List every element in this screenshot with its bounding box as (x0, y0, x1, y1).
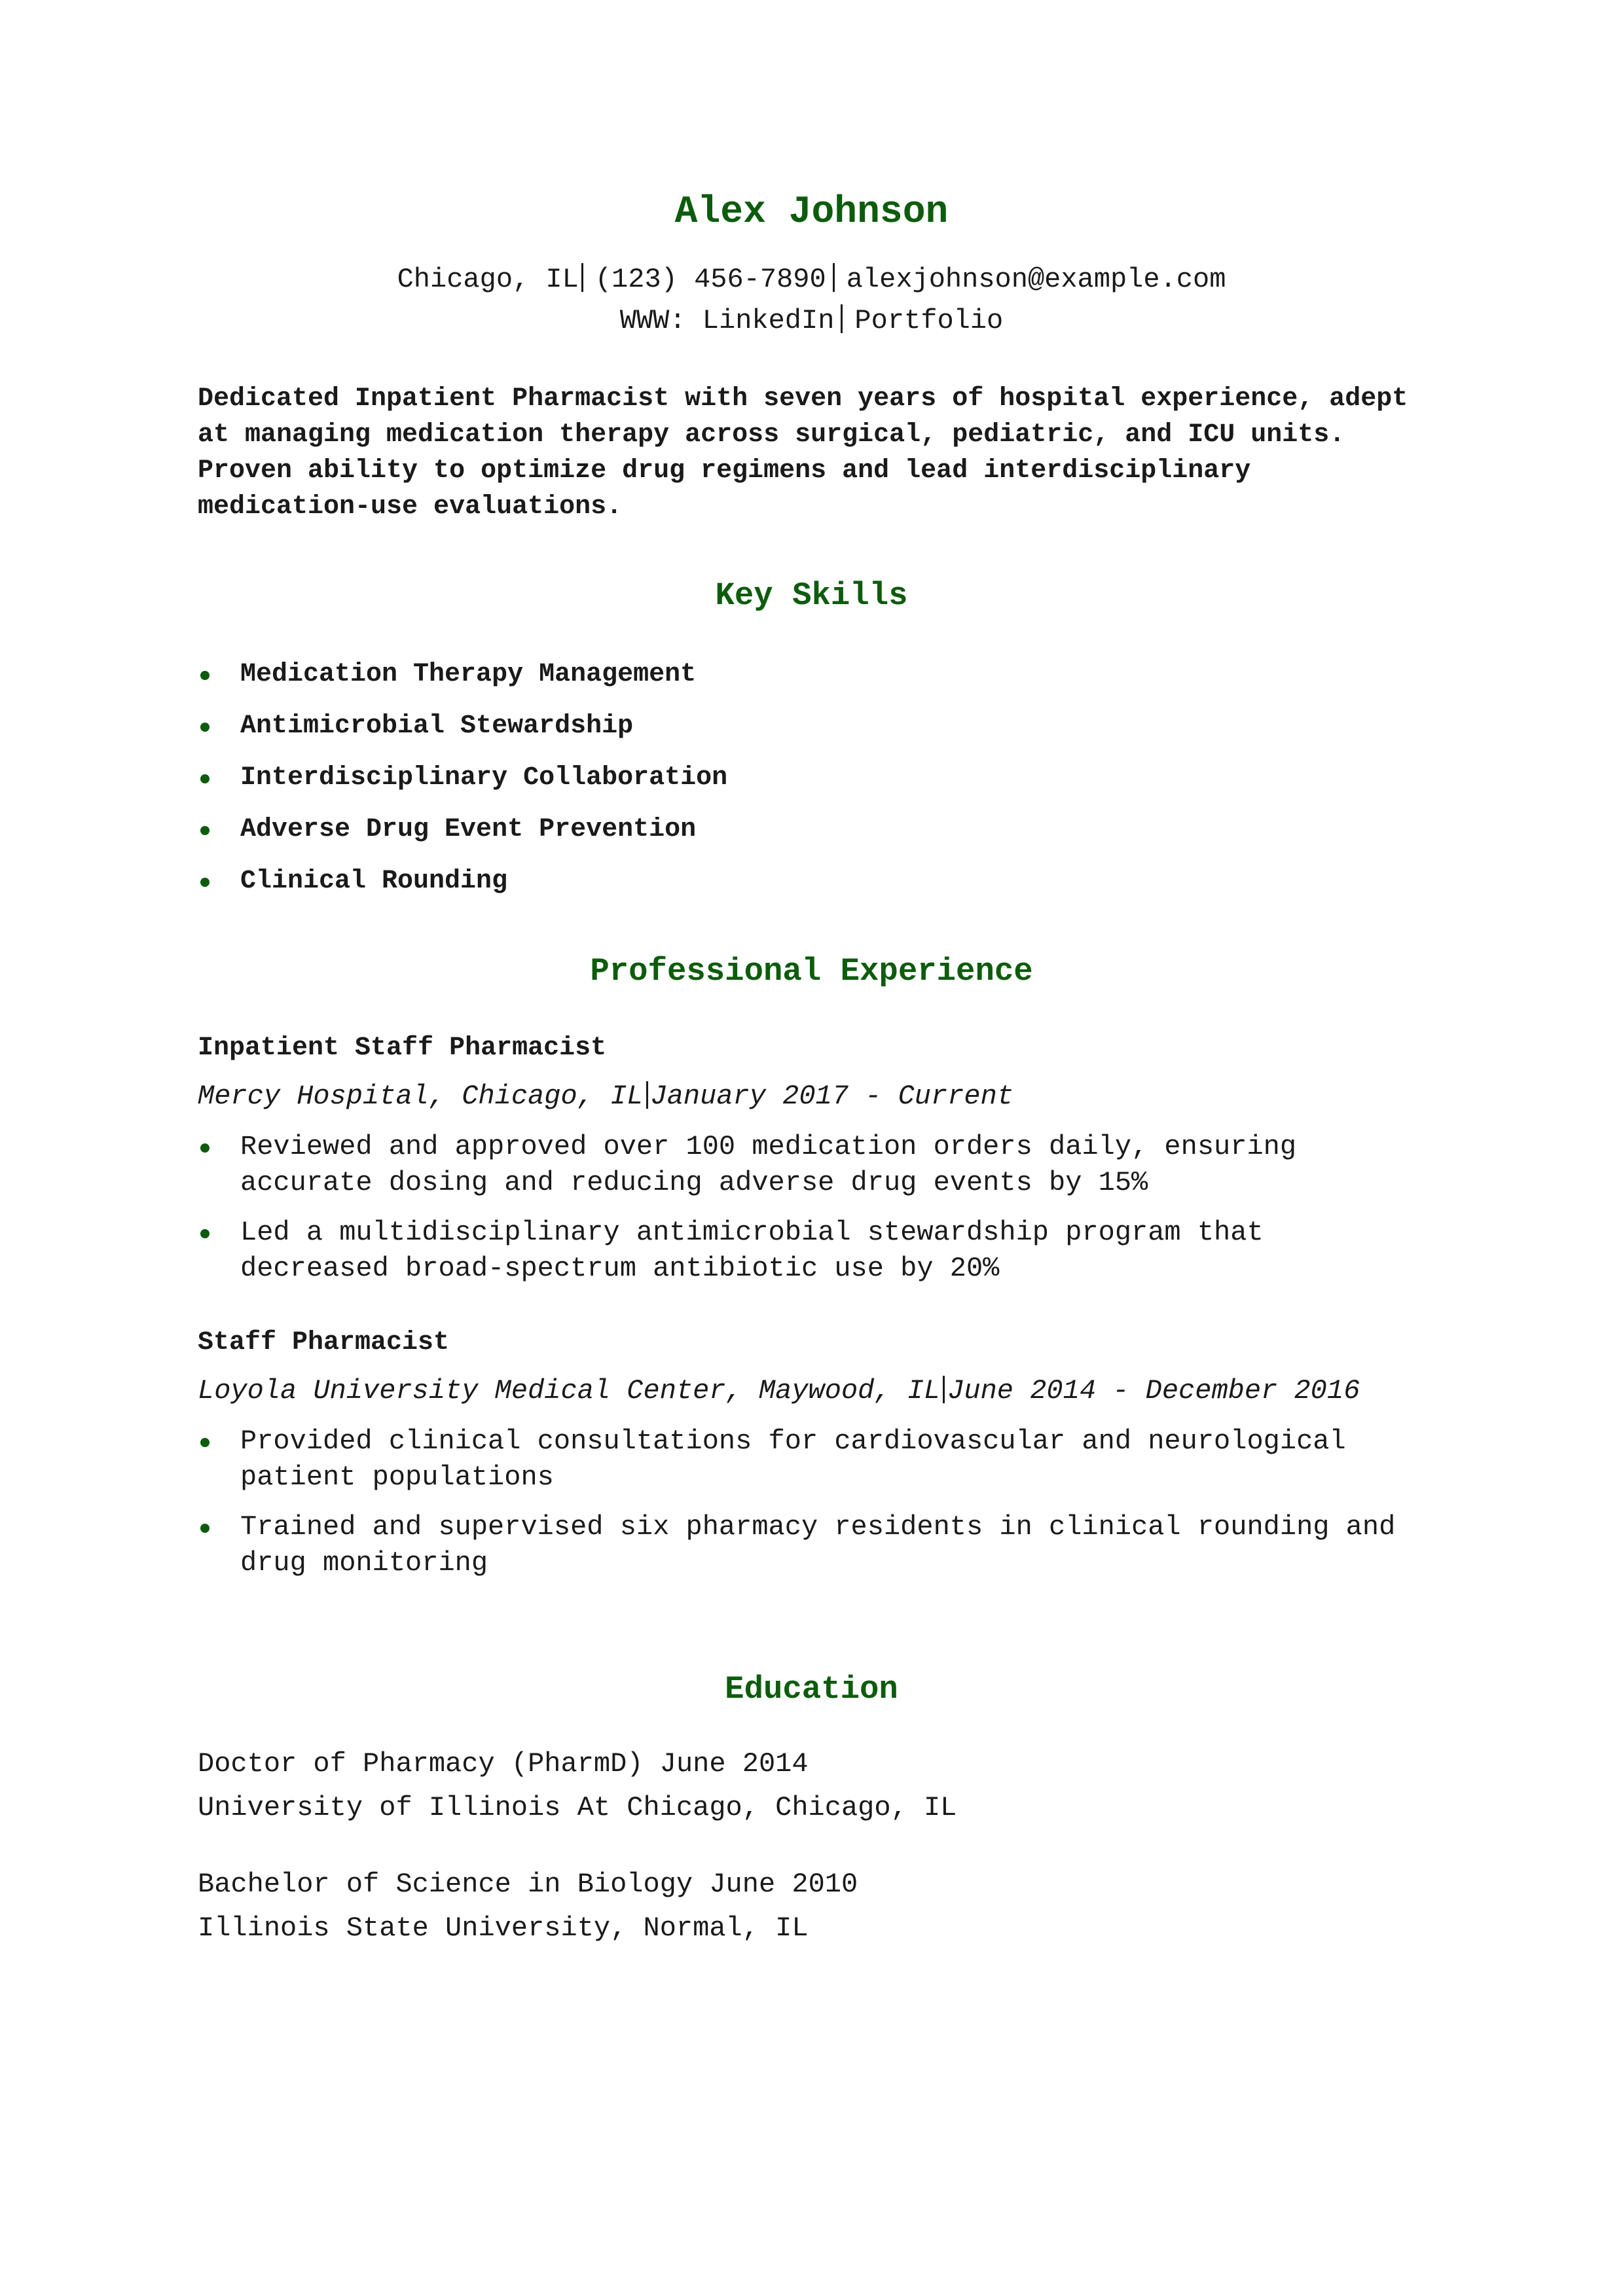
degree-line (198, 1742, 1415, 1786)
degree-line (198, 1863, 1415, 1907)
skill-item (198, 812, 1415, 863)
skill-label: Adverse Drug Event Prevention (240, 815, 697, 844)
graduation-date: June 2014 (659, 1748, 809, 1780)
contact-line (0, 263, 1623, 293)
job-title: Inpatient Staff Pharmacist (198, 1033, 607, 1063)
job-bullets (198, 1129, 1415, 1287)
job-meta (198, 1079, 1415, 1115)
degree: Bachelor of Science in Biology (198, 1869, 693, 1900)
section-heading-skills: Key Skills (715, 577, 908, 614)
skill-item (198, 863, 1415, 915)
school: Illinois State University, Normal, IL (198, 1912, 809, 1944)
separator (841, 304, 843, 333)
bullet-text: Reviewed and approved over 100 medication orders daily, ensuring accurate dosing and reducing adverse drug events by 15% (240, 1131, 1297, 1198)
location: Chicago, IL (397, 264, 579, 295)
separator (646, 1081, 648, 1109)
skill-label: Interdisciplinary Collaboration (240, 763, 728, 793)
phone: (123) 456-7890 (594, 264, 826, 295)
bullet-icon (200, 1143, 210, 1153)
linkedin-link[interactable]: LinkedIn (702, 305, 835, 336)
bullet-icon (200, 774, 210, 783)
bullet-text: Trained and supervised six pharmacy residents in clinical rounding and drug monitoring (240, 1511, 1396, 1579)
skill-item (198, 656, 1415, 708)
job-bullet (198, 1509, 1415, 1581)
job-bullets (198, 1424, 1415, 1581)
bullet-icon (200, 671, 210, 680)
skill-item (198, 708, 1415, 760)
bullet-icon (200, 1229, 210, 1238)
skill-label: Medication Therapy Management (240, 660, 697, 689)
job-bullet (198, 1129, 1415, 1201)
candidate-name: Alex Johnson (674, 191, 949, 234)
bullet-icon (200, 878, 210, 887)
bullet-text: Led a multidisciplinary antimicrobial stewardship program that decreased broad-spectrum antibiotic use by 20% (240, 1217, 1264, 1284)
links-line (0, 304, 1623, 334)
job-entry (198, 1330, 1415, 1595)
job-dates: June 2014 - December 2016 (947, 1375, 1360, 1407)
separator (581, 263, 583, 292)
bullet-text: Provided clinical consultations for cardiovascular and neurological patient populations (240, 1426, 1346, 1493)
section-heading-education: Education (725, 1671, 898, 1708)
employer: Mercy Hospital, Chicago, IL (198, 1081, 644, 1112)
education-entry (198, 1863, 1415, 1950)
employer: Loyola University Medical Center, Maywood, IL (198, 1375, 941, 1407)
skill-label: Clinical Rounding (240, 867, 508, 896)
skills-list (198, 656, 1415, 915)
skill-item (198, 760, 1415, 812)
job-entry (198, 1035, 1415, 1300)
job-meta (198, 1373, 1415, 1409)
degree: Doctor of Pharmacy (PharmD) (198, 1748, 644, 1780)
summary: Dedicated Inpatient Pharmacist with seven years of hospital experience, adept at managing medication therapy across surgical, pediatric, and ICU units. Proven ability to optimize drug regimens and lead interdisciplinary medication-use evaluations. (198, 384, 1408, 522)
job-bullet (198, 1215, 1415, 1287)
bullet-icon (200, 1524, 210, 1533)
www-label: WWW: (619, 305, 686, 336)
school: University of Illinois At Chicago, Chicago, IL (198, 1792, 957, 1823)
email-link[interactable]: alexjohnson@example.com (846, 264, 1226, 295)
job-dates: January 2017 - Current (650, 1081, 1014, 1112)
bullet-icon (200, 826, 210, 835)
education-entry (198, 1742, 1415, 1830)
graduation-date: June 2010 (709, 1869, 858, 1900)
skill-label: Antimicrobial Stewardship (240, 711, 634, 741)
job-bullet (198, 1424, 1415, 1496)
job-title: Staff Pharmacist (198, 1328, 450, 1357)
portfolio-link[interactable]: Portfolio (854, 305, 1004, 336)
separator (943, 1376, 945, 1403)
section-heading-experience: Professional Experience (590, 953, 1033, 990)
bullet-icon (200, 1438, 210, 1447)
separator (833, 263, 835, 292)
bullet-icon (200, 723, 210, 732)
